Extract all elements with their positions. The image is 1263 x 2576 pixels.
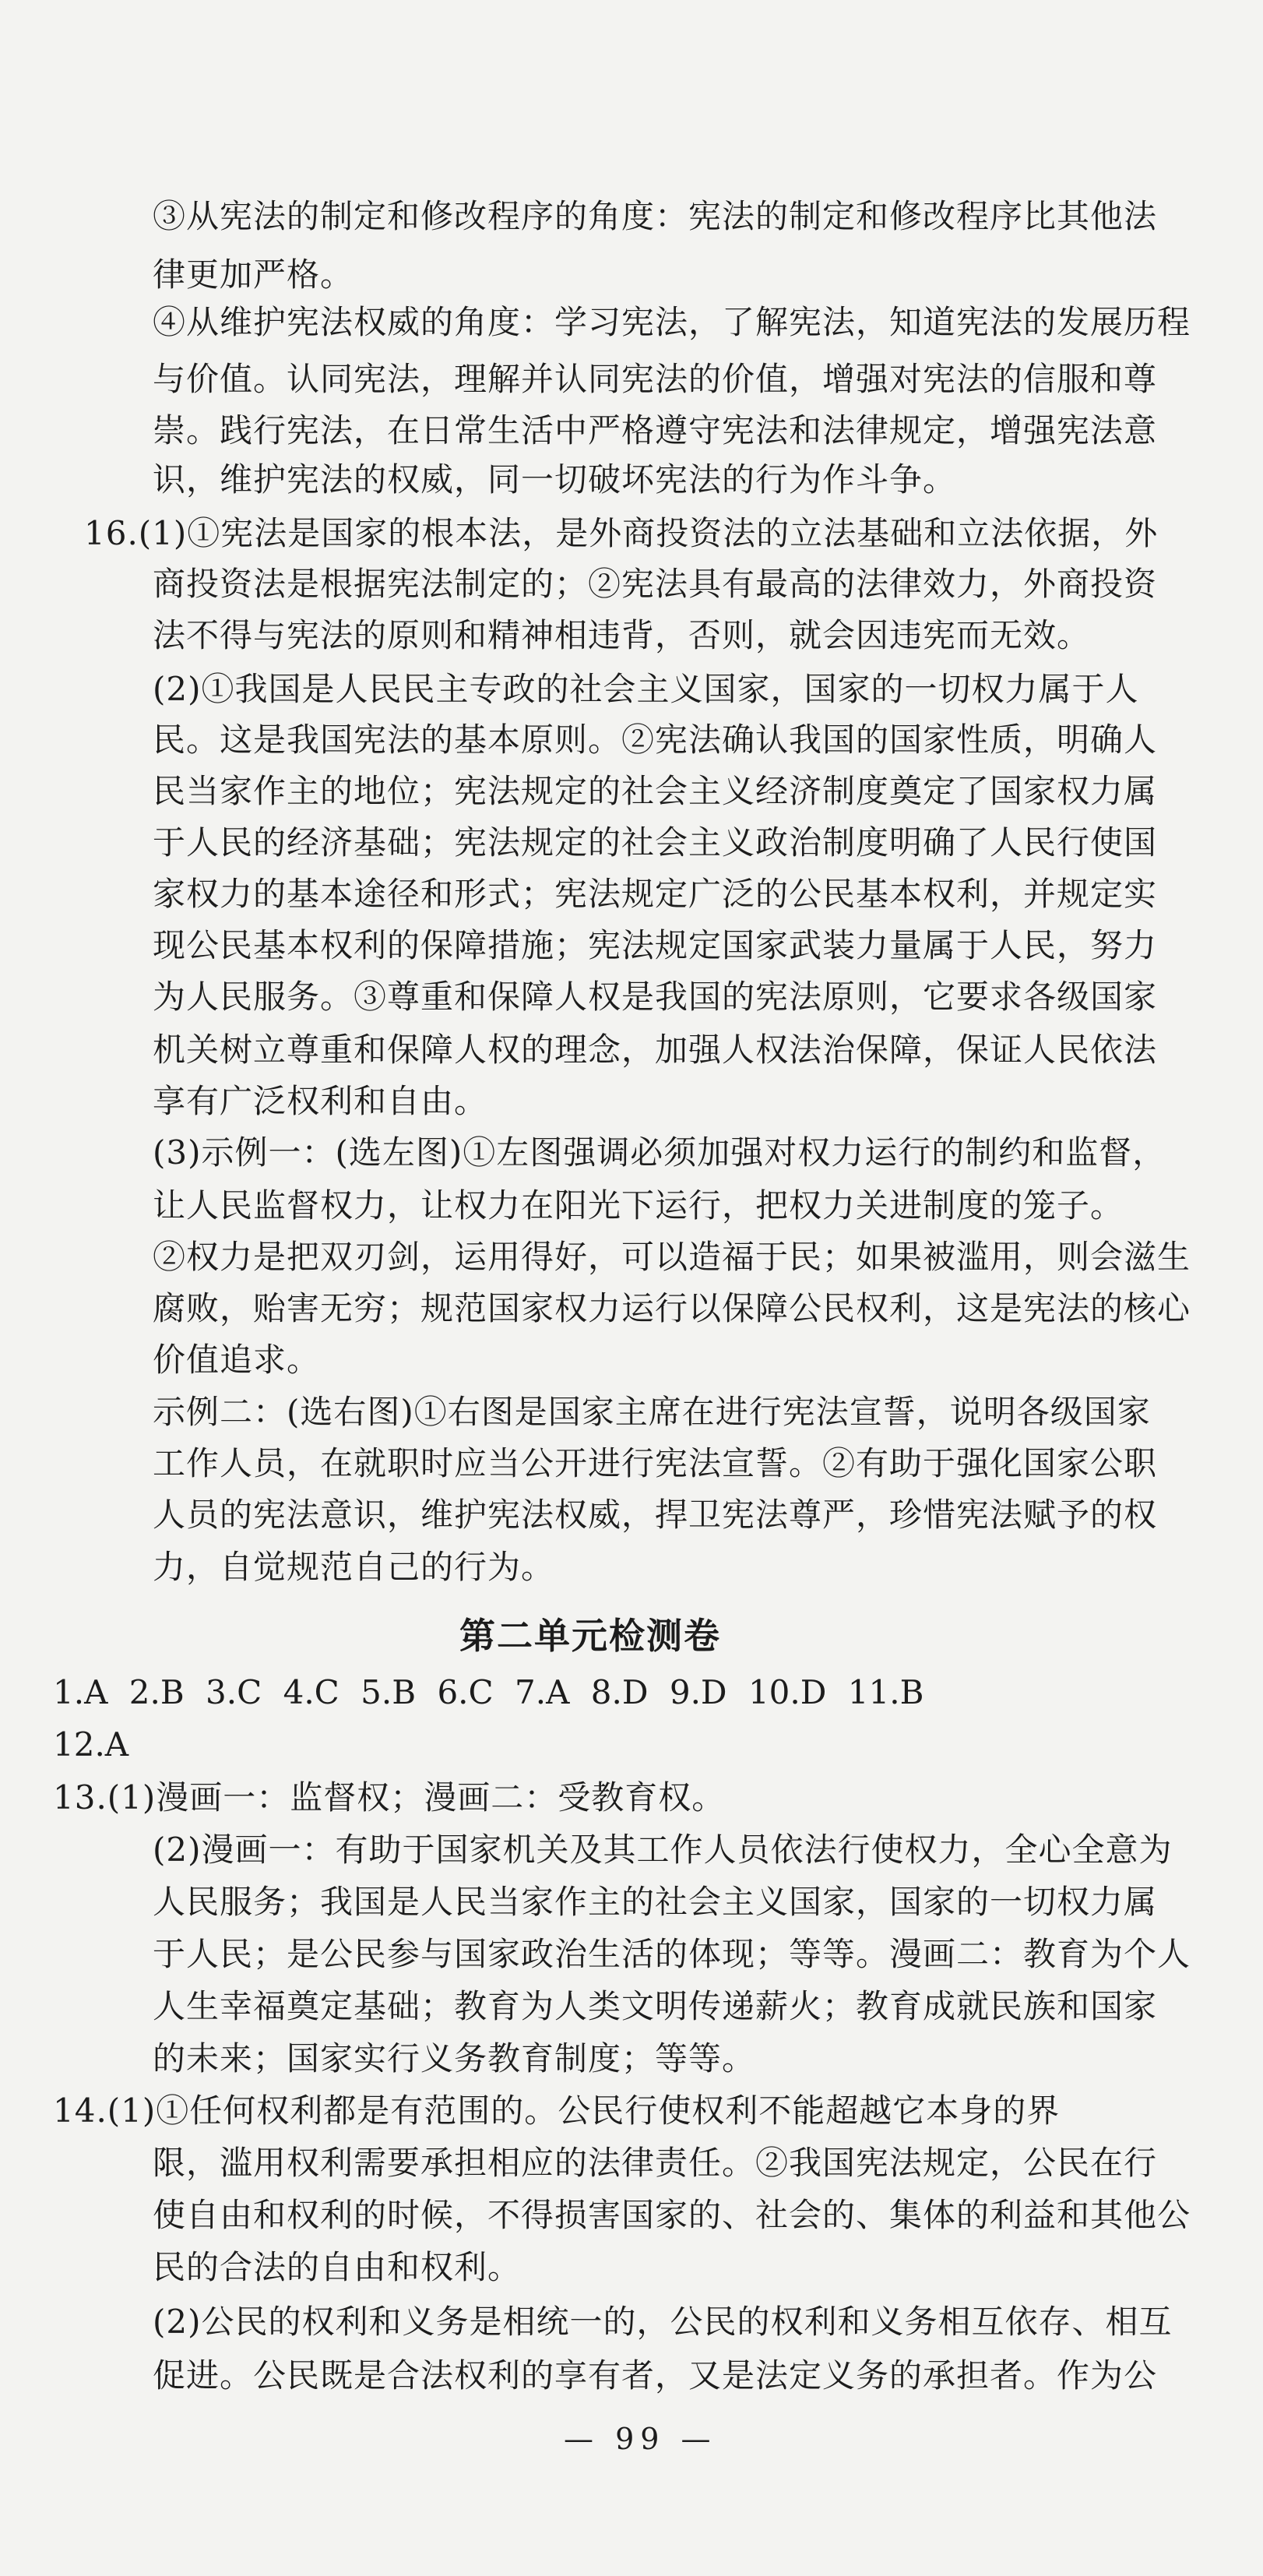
text-line: 机关树立尊重和保障人权的理念，加强人权法治保障，保证人民依法 <box>153 1031 1158 1069</box>
text-line: 的未来；国家实行义务教育制度；等等。 <box>153 2039 756 2077</box>
text-line: ②权力是把双刃剑，运用得好，可以造福于民；如果被滥用，则会滋生 <box>153 1238 1191 1276</box>
answer-key-line: 12.A <box>53 1725 129 1764</box>
text-line: 崇。践行宪法，在日常生活中严格遵守宪法和法律规定，增强宪法意 <box>153 411 1158 449</box>
text-line: 法不得与宪法的原则和精神相违背，否则，就会因违宪而无效。 <box>153 616 1091 654</box>
text-line: 于人民；是公民参与国家政治生活的体现；等等。漫画二：教育为个人 <box>153 1935 1191 1973</box>
text-line: 民的合法的自由和权利。 <box>153 2248 522 2286</box>
text-line: 限，滥用权利需要承担相应的法律责任。②我国宪法规定，公民在行 <box>153 2144 1158 2182</box>
text-line: 家权力的基本途径和形式；宪法规定广泛的公民基本权利，并规定实 <box>153 875 1158 913</box>
text-line: (2)漫画一：有助于国家机关及其工作人员依法行使权力，全心全意为 <box>153 1831 1173 1869</box>
text-line: 16.(1)①宪法是国家的根本法，是外商投资法的立法基础和立法依据，外 <box>84 514 1159 552</box>
text-line: (2)公民的权利和义务是相统一的，公民的权利和义务相互依存、相互 <box>153 2303 1173 2341</box>
text-line: 让人民监督权力，让权力在阳光下运行，把权力关进制度的笼子。 <box>153 1186 1124 1225</box>
text-line: 使自由和权利的时候，不得损害国家的、社会的、集体的利益和其他公 <box>153 2196 1191 2234</box>
text-line: 商投资法是根据宪法制定的；②宪法具有最高的法律效力，外商投资 <box>153 565 1158 603</box>
text-line: 人民服务；我国是人民当家作主的社会主义国家，国家的一切权力属 <box>153 1883 1158 1921</box>
text-line: 于人民的经济基础；宪法规定的社会主义政治制度明确了人民行使国 <box>153 823 1158 862</box>
answer-key-line: 1.A 2.B 3.C 4.C 5.B 6.C 7.A 8.D 9.D 10.D 11.B <box>53 1673 924 1711</box>
text-line: 促进。公民既是合法权利的享有者，又是法定义务的承担者。作为公 <box>153 2356 1158 2395</box>
text-line: 享有广泛权利和自由。 <box>153 1082 488 1120</box>
text-line: ③从宪法的制定和修改程序的角度：宪法的制定和修改程序比其他法 <box>153 197 1158 235</box>
text-line: (2)①我国是人民民主专政的社会主义国家，国家的一切权力属于人 <box>153 670 1139 708</box>
page-number: — 99 — <box>564 2422 717 2456</box>
text-line: 示例二：(选右图)①右图是国家主席在进行宪法宣誓，说明各级国家 <box>153 1393 1151 1431</box>
text-line: 民当家作主的地位；宪法规定的社会主义经济制度奠定了国家权力属 <box>153 772 1158 810</box>
text-line: ④从维护宪法权威的角度：学习宪法，了解宪法，知道宪法的发展历程 <box>153 303 1191 341</box>
text-line: 14.(1)①任何权利都是有范围的。公民行使权利不能超越它本身的界 <box>53 2091 1061 2130</box>
text-line: 人生幸福奠定基础；教育为人类文明传递薪火；教育成就民族和国家 <box>153 1987 1158 2025</box>
text-line: 识，维护宪法的权威，同一切破坏宪法的行为作斗争。 <box>153 460 957 499</box>
text-line: 为人民服务。③尊重和保障人权是我国的宪法原则，它要求各级国家 <box>153 978 1158 1016</box>
text-line: 人员的宪法意识，维护宪法权威，捍卫宪法尊严，珍惜宪法赋予的权 <box>153 1496 1158 1534</box>
text-line: 力，自觉规范自己的行为。 <box>153 1548 555 1586</box>
text-line: 与价值。认同宪法，理解并认同宪法的价值，增强对宪法的信服和尊 <box>153 360 1158 398</box>
text-line: 律更加严格。 <box>153 255 354 294</box>
text-line: 13.(1)漫画一：监督权；漫画二：受教育权。 <box>53 1778 726 1817</box>
text-line: 腐败，贻害无穷；规范国家权力运行以保障公民权利，这是宪法的核心 <box>153 1289 1191 1327</box>
text-line: 现公民基本权利的保障措施；宪法规定国家武装力量属于人民，努力 <box>153 926 1158 964</box>
text-line: 价值追求。 <box>153 1341 321 1379</box>
section-title: 第二单元检测卷 <box>459 1615 721 1657</box>
text-line: (3)示例一：(选左图)①左图强调必须加强对权力运行的制约和监督， <box>153 1133 1166 1172</box>
text-line: 民。这是我国宪法的基本原则。②宪法确认我国的国家性质，明确人 <box>153 721 1158 759</box>
text-line: 工作人员，在就职时应当公开进行宪法宣誓。②有助于强化国家公职 <box>153 1444 1158 1482</box>
